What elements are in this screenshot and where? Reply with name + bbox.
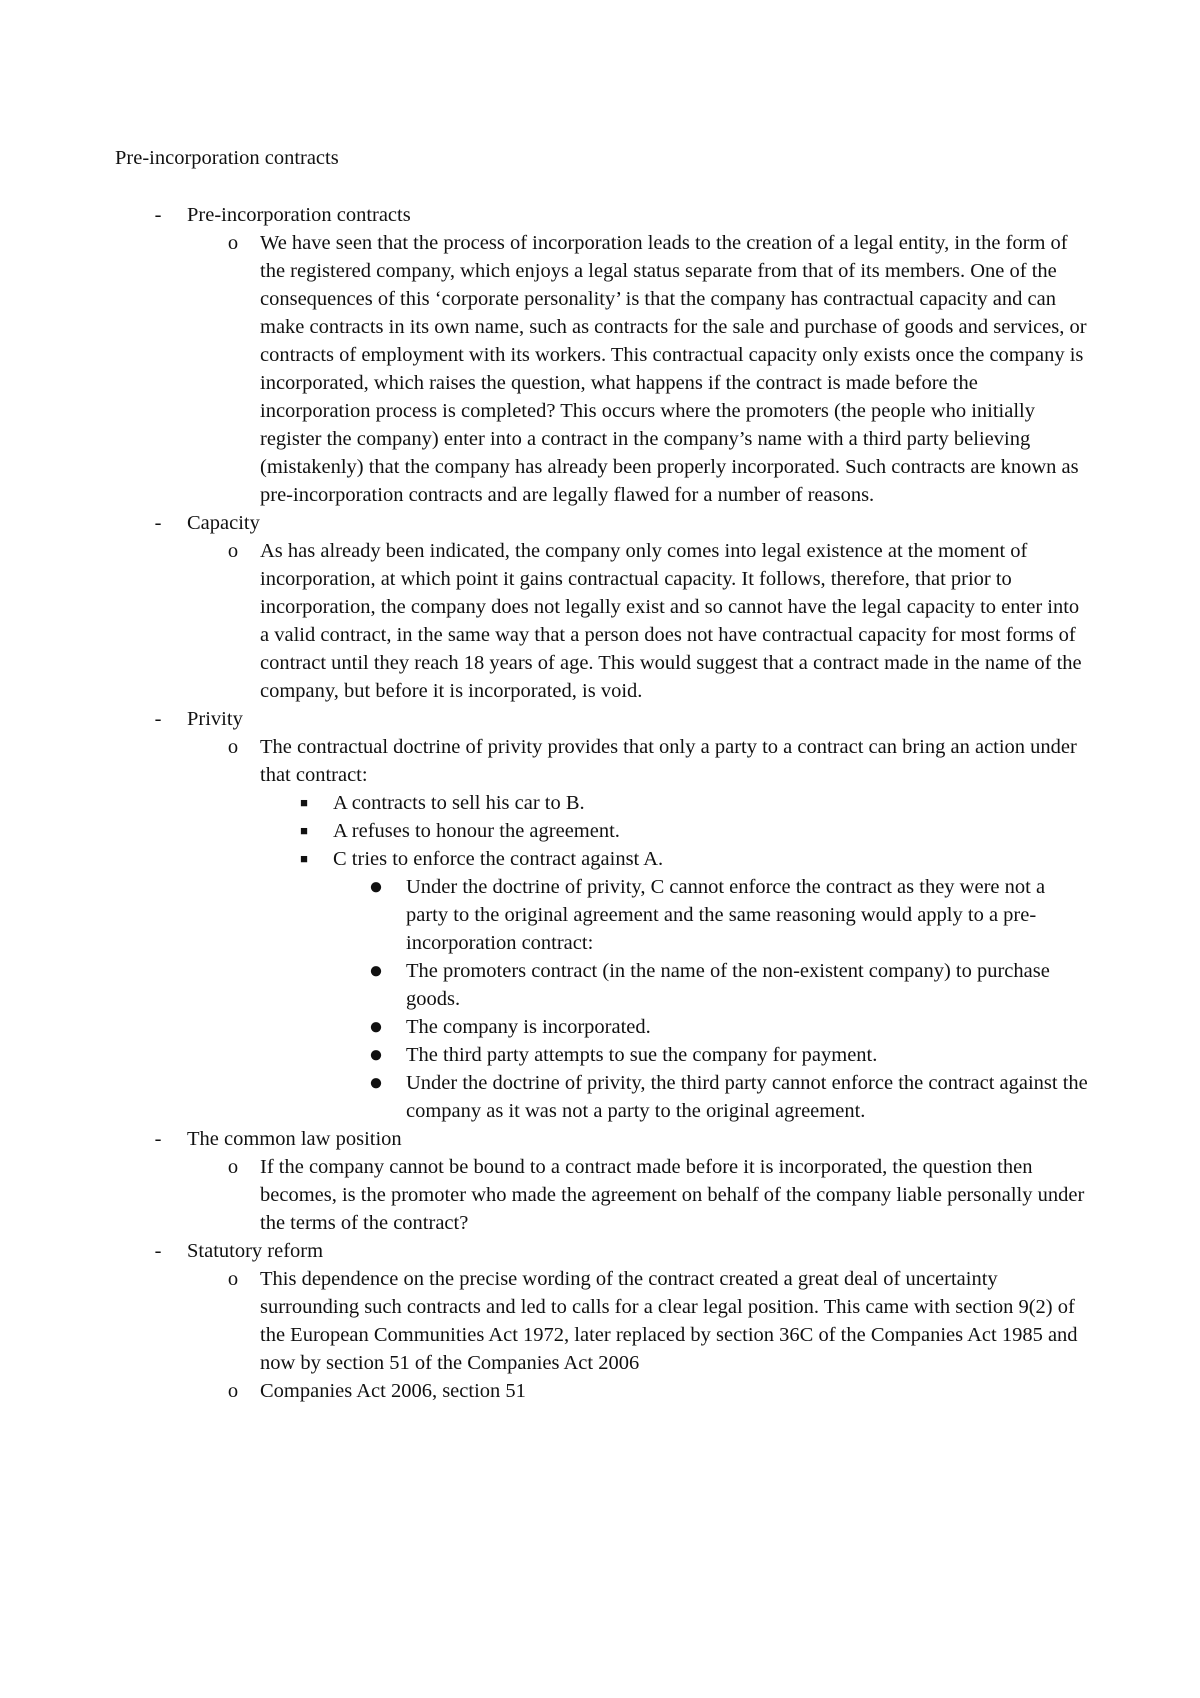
list-item: ● The company is incorporated. — [0, 1013, 1090, 1041]
section-heading: - The common law position — [0, 1125, 1200, 1153]
square-bullet-icon: ■ — [300, 851, 308, 866]
circle-bullet-icon: o — [227, 540, 239, 562]
document-body — [0, 201, 1200, 1405]
dash-marker: - — [154, 1128, 162, 1150]
round-bullet-icon: ● — [368, 874, 384, 900]
circle-bullet-icon: o — [227, 1268, 239, 1290]
document-title: Pre-incorporation contracts — [115, 147, 339, 169]
list-item: ● The promoters contract (in the name of the non-existent company) to purchase goods. — [0, 957, 1090, 1013]
circle-bullet-icon: o — [227, 736, 239, 758]
list-item: ● Under the doctrine of privity, C cannot enforce the contract as they were not a party to the original agreement and the same reasoning would apply to a pre-incorporation contract: — [0, 873, 1090, 957]
dash-marker: - — [154, 708, 162, 730]
list-item: o This dependence on the precise wording of the contract created a great deal of uncertainty surrounding such contracts and led to calls for a clear legal position. This came with section 9(2) of the European Communities Act 1972, later replaced by section 36C of the Companies Act 1985 and now by section 51 of the Companies Act 2006 — [0, 1265, 1090, 1377]
list-item: o If the company cannot be bound to a contract made before it is incorporated, the question then becomes, is the promoter who made the agreement on behalf of the company liable personally under the terms of the contract? — [0, 1153, 1090, 1237]
square-bullet-icon: ■ — [300, 795, 308, 810]
list-item: o We have seen that the process of incorporation leads to the creation of a legal entity, in the form of the registered company, which enjoys a legal status separate from that of its members. One of the consequences of this ‘corporate personality’ is that the company has contractual capacity and can make contracts in its own name, such as contracts for the sale and purchase of goods and services, or contracts of employment with its workers. This contractual capacity only exists once the company is incorporated, which raises the question, what happens if the contract is made before the incorporation process is completed? This occurs where the promoters (the people who initially register the company) enter into a contract in the company’s name with a third party believing (mistakenly) that the company has already been properly incorporated. Such contracts are known as pre-incorporation contracts and are legally flawed for a number of reasons. — [0, 229, 1090, 509]
list-item: o As has already been indicated, the company only comes into legal existence at the moment of incorporation, at which point it gains contractual capacity. It follows, therefore, that prior to incorporation, the company does not legally exist and so cannot have the legal capacity to enter into a valid contract, in the same way that a person does not have contractual capacity for most forms of contract until they reach 18 years of age. This would suggest that a contract made in the name of the company, but before it is incorporated, is void. — [0, 537, 1090, 705]
section-heading: - Pre-incorporation contracts — [0, 201, 1200, 229]
section-heading: - Privity — [0, 705, 1200, 733]
circle-bullet-icon: o — [227, 232, 239, 254]
square-bullet-icon: ■ — [300, 823, 308, 838]
list-item: ● Under the doctrine of privity, the third party cannot enforce the contract against the company as it was not a party to the original agreement. — [0, 1069, 1090, 1125]
list-item: ■ A contracts to sell his car to B. — [0, 789, 1090, 817]
dash-marker: - — [154, 204, 162, 226]
circle-bullet-icon: o — [227, 1380, 239, 1402]
section-heading: - Statutory reform — [0, 1237, 1200, 1265]
list-item: o The contractual doctrine of privity provides that only a party to a contract can bring an action under that contract: — [0, 733, 1090, 789]
round-bullet-icon: ● — [368, 1070, 384, 1096]
list-item: ■ C tries to enforce the contract against A. — [0, 845, 1090, 873]
list-item: o Companies Act 2006, section 51 — [0, 1377, 1090, 1405]
dash-marker: - — [154, 512, 162, 534]
circle-bullet-icon: o — [227, 1156, 239, 1178]
dash-marker: - — [154, 1240, 162, 1262]
list-item: ● The third party attempts to sue the company for payment. — [0, 1041, 1090, 1069]
round-bullet-icon: ● — [368, 1014, 384, 1040]
round-bullet-icon: ● — [368, 958, 384, 984]
section-heading: - Capacity — [0, 509, 1200, 537]
list-item: ■ A refuses to honour the agreement. — [0, 817, 1090, 845]
round-bullet-icon: ● — [368, 1042, 384, 1068]
